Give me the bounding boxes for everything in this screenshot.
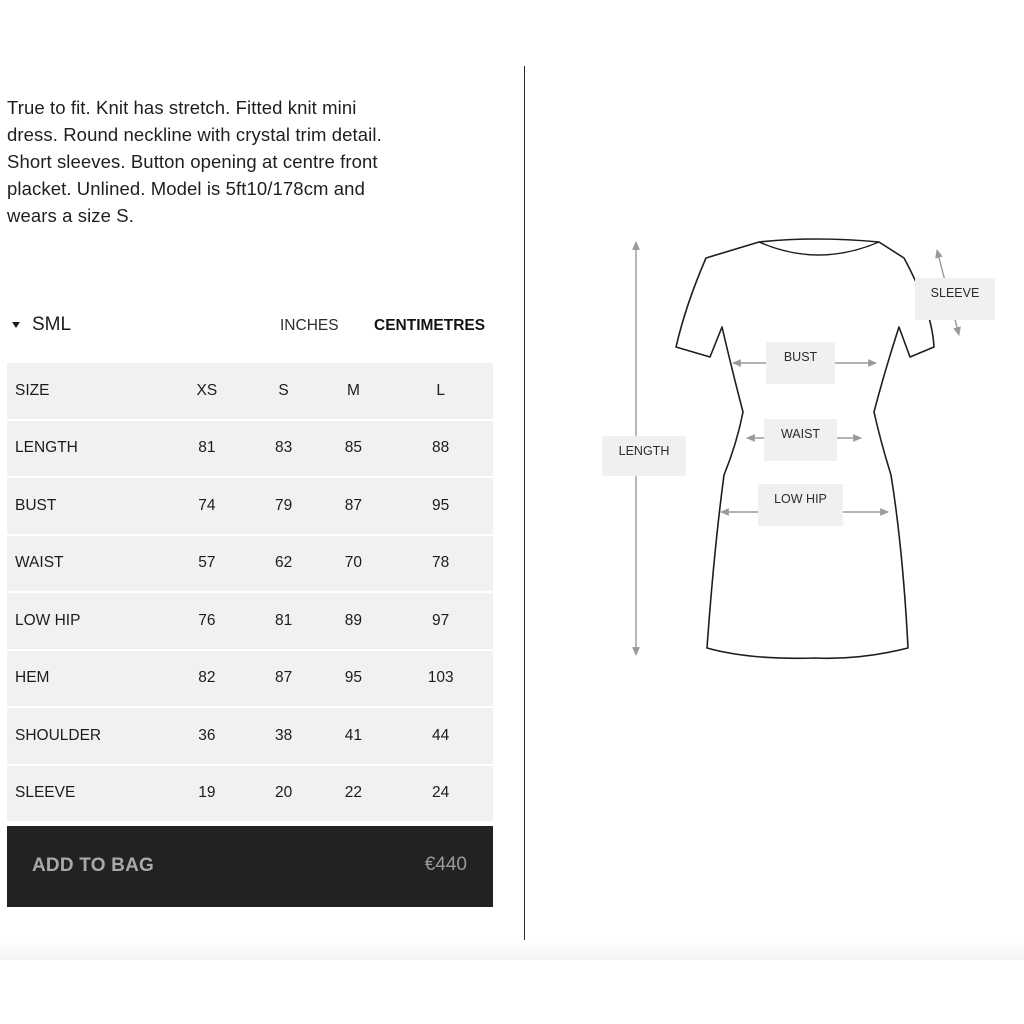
caret-down-icon — [12, 322, 20, 328]
size-system-dropdown[interactable] — [12, 314, 71, 336]
product-description: True to fit. Knit has stretch. Fitted knit mini dress. Round neckline with crystal trim detail. Short sleeves. Button opening at centre front placket. Unlined. Model is 5ft10/178cm and wears a size S. — [7, 97, 382, 226]
table-cell: 24 — [388, 765, 493, 823]
table-cell: 41 — [319, 707, 389, 765]
table-row — [7, 650, 493, 708]
table-row-label: SHOULDER — [7, 707, 165, 765]
table-cell: 44 — [388, 707, 493, 765]
table-row — [7, 420, 493, 478]
table-cell: 95 — [388, 477, 493, 535]
neckline — [759, 242, 879, 255]
table-cell: 83 — [249, 420, 319, 478]
table-cell: 62 — [249, 535, 319, 593]
table-cell: 70 — [319, 535, 389, 593]
low-hip-label: LOW HIP — [758, 484, 843, 526]
table-cell: 85 — [319, 420, 389, 478]
table-cell: 57 — [165, 535, 249, 593]
add-to-bag-label: ADD TO BAG — [32, 855, 154, 876]
table-cell: 87 — [319, 477, 389, 535]
table-row-label: WAIST — [7, 535, 165, 593]
table-cell: 103 — [388, 650, 493, 708]
length-label: LENGTH — [602, 436, 686, 476]
table-cell: 82 — [165, 650, 249, 708]
size-guide-toolbar — [0, 310, 493, 342]
size-chart-table — [7, 363, 493, 823]
table-cell: 78 — [388, 535, 493, 593]
table-cell: 20 — [249, 765, 319, 823]
table-cell: 89 — [319, 592, 389, 650]
table-row-label: BUST — [7, 477, 165, 535]
table-header-cell: M — [319, 363, 389, 420]
table-row — [7, 707, 493, 765]
panel-divider — [524, 66, 525, 958]
table-cell: 22 — [319, 765, 389, 823]
bottom-fade — [0, 940, 1024, 960]
table-header-cell: SIZE — [7, 363, 165, 420]
table-cell: 76 — [165, 592, 249, 650]
table-header-cell: L — [388, 363, 493, 420]
table-row-label: HEM — [7, 650, 165, 708]
add-to-bag-button[interactable] — [7, 826, 493, 907]
unit-centimetres-toggle[interactable]: CENTIMETRES — [374, 317, 486, 334]
table-row-label: LOW HIP — [7, 592, 165, 650]
table-cell: 74 — [165, 477, 249, 535]
table-row — [7, 765, 493, 823]
table-cell: 19 — [165, 765, 249, 823]
table-header-row — [7, 363, 493, 420]
measurement-diagram — [560, 200, 1024, 680]
unit-inches-toggle[interactable]: INCHES — [280, 317, 339, 334]
table-cell: 95 — [319, 650, 389, 708]
sleeve-label: SLEEVE — [915, 278, 995, 320]
table-header-cell: XS — [165, 363, 249, 420]
table-cell: 97 — [388, 592, 493, 650]
table-row — [7, 477, 493, 535]
table-row-label: SLEEVE — [7, 765, 165, 823]
table-cell: 88 — [388, 420, 493, 478]
table-cell: 79 — [249, 477, 319, 535]
table-cell: 36 — [165, 707, 249, 765]
table-row — [7, 535, 493, 593]
waist-label: WAIST — [764, 419, 837, 461]
table-row — [7, 592, 493, 650]
table-row-label: LENGTH — [7, 420, 165, 478]
product-price: €440 — [424, 854, 467, 875]
table-cell: 81 — [165, 420, 249, 478]
table-cell: 87 — [249, 650, 319, 708]
table-cell: 38 — [249, 707, 319, 765]
bust-label: BUST — [766, 342, 835, 384]
size-system-label: SML — [32, 314, 72, 335]
table-cell: 81 — [249, 592, 319, 650]
table-header-cell: S — [249, 363, 319, 420]
